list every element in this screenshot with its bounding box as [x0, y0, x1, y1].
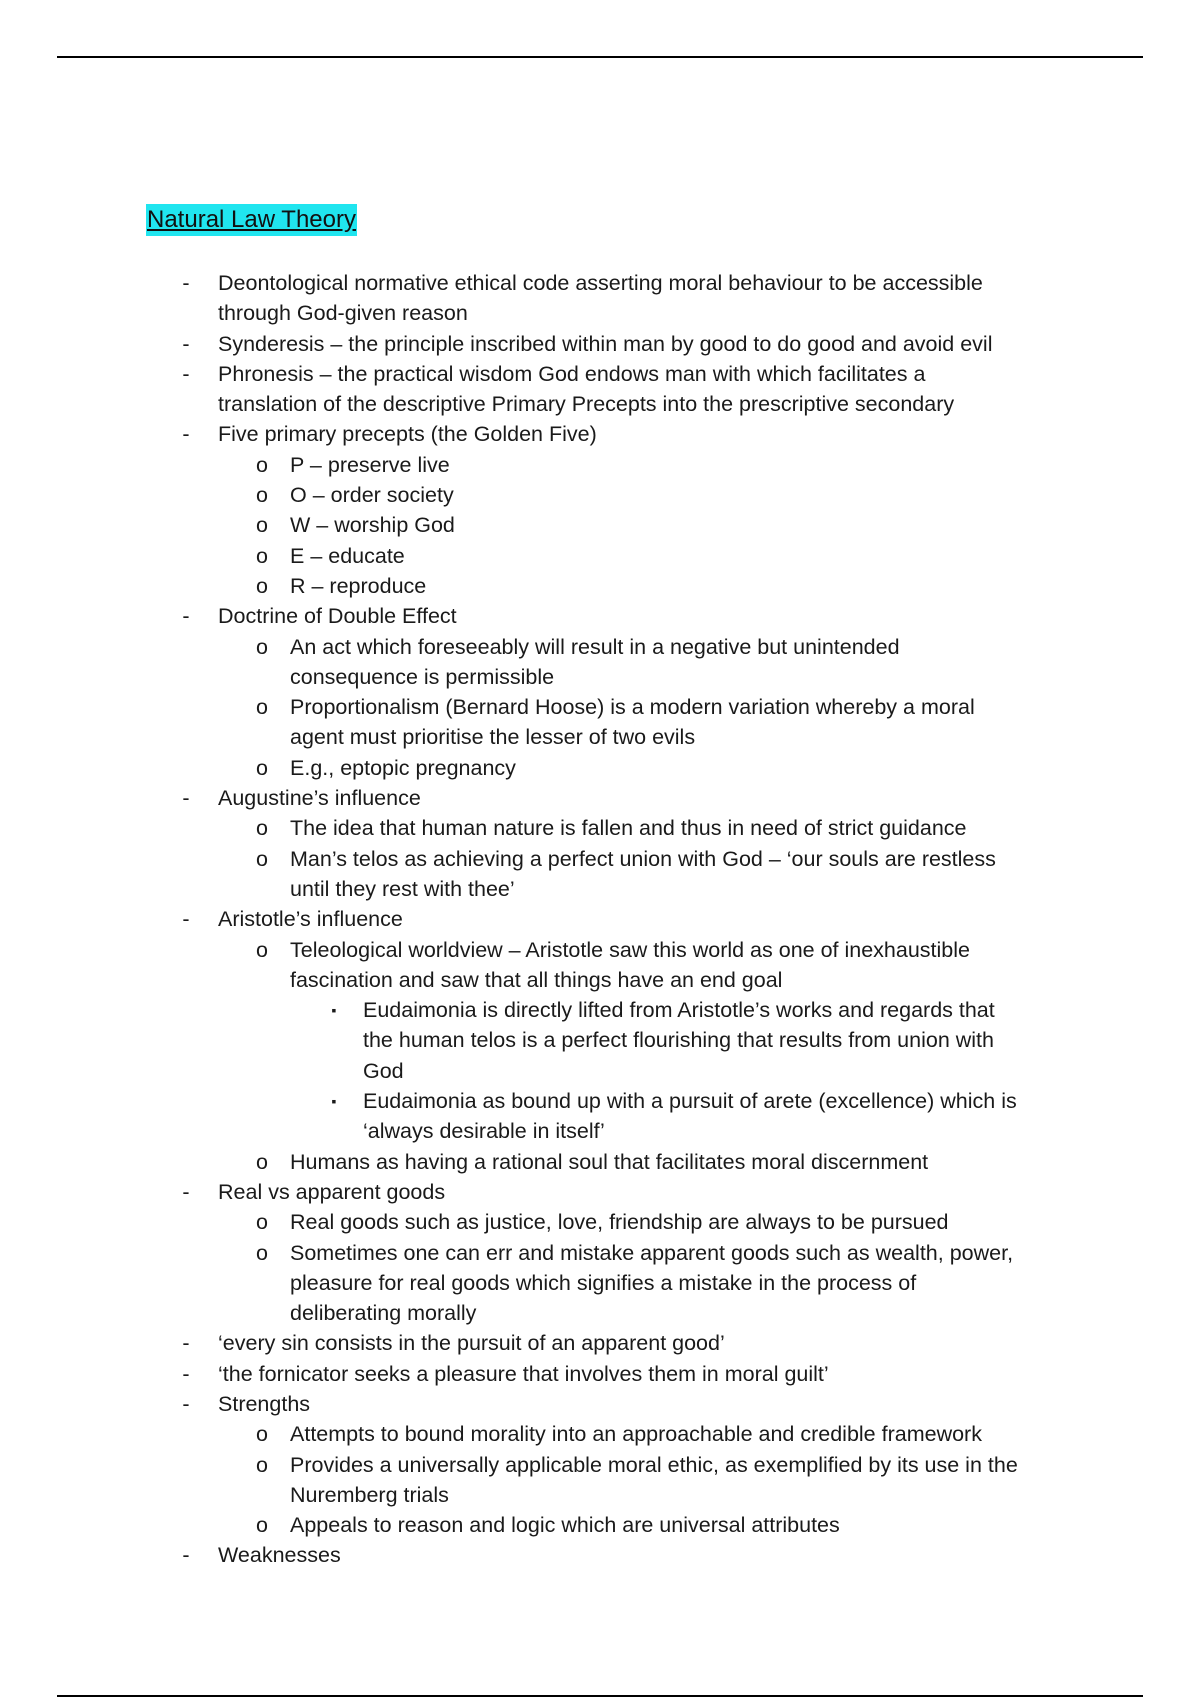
list-line — [0, 874, 1200, 904]
list-text: Proportionalism (Bernard Hoose) is a modern variation whereby a moral — [290, 695, 975, 720]
list-text: Eudaimonia is directly lifted from Aristotle’s works and regards that — [363, 998, 995, 1023]
dash-bullet: - — [182, 1331, 190, 1356]
list-line — [0, 541, 1200, 571]
list-text: God — [363, 1058, 404, 1083]
list-line — [0, 1540, 1200, 1570]
list-line — [0, 1177, 1200, 1207]
list-line — [0, 753, 1200, 783]
list-text: Real vs apparent goods — [218, 1179, 446, 1204]
list-text: Provides a universally applicable moral ethic, as exemplified by its use in the — [290, 1452, 1018, 1477]
bottom-rule — [57, 1695, 1143, 1697]
list-line — [0, 510, 1200, 540]
list-line — [0, 1450, 1200, 1480]
circle-bullet: o — [256, 937, 268, 962]
dash-bullet: - — [182, 1179, 190, 1204]
circle-bullet: o — [256, 452, 268, 477]
list-line — [0, 1056, 1200, 1086]
list-text: O – order society — [290, 483, 454, 508]
list-line — [0, 632, 1200, 662]
list-text: P – preserve live — [290, 452, 450, 477]
circle-bullet: o — [256, 816, 268, 841]
list-line — [0, 1298, 1200, 1328]
circle-bullet: o — [256, 1149, 268, 1174]
list-line — [0, 965, 1200, 995]
list-text: ‘always desirable in itself’ — [363, 1119, 605, 1144]
dash-bullet: - — [182, 422, 190, 447]
list-line — [0, 1510, 1200, 1540]
circle-bullet: o — [256, 1452, 268, 1477]
list-line — [0, 692, 1200, 722]
list-line — [0, 1419, 1200, 1449]
list-text: until they rest with thee’ — [290, 876, 515, 901]
list-text: translation of the descriptive Primary Precepts into the prescriptive secondary — [218, 392, 955, 417]
list-line — [0, 450, 1200, 480]
list-text: Augustine’s influence — [218, 786, 421, 811]
list-text: ‘every sin consists in the pursuit of an apparent good’ — [218, 1331, 725, 1356]
list-text: R – reproduce — [290, 573, 427, 598]
dash-bullet: - — [182, 907, 190, 932]
list-text: agent must prioritise the lesser of two evils — [290, 725, 696, 750]
list-line — [0, 662, 1200, 692]
list-line — [0, 1389, 1200, 1419]
list-text: the human telos is a perfect flourishing that results from union with — [363, 1028, 994, 1053]
list-line — [0, 722, 1200, 752]
list-line — [0, 1207, 1200, 1237]
list-text: pleasure for real goods which signifies a mistake in the process of — [290, 1270, 917, 1295]
list-line — [0, 995, 1200, 1025]
list-text: Eudaimonia as bound up with a pursuit of arete (excellence) which is — [363, 1089, 1017, 1114]
list-line — [0, 419, 1200, 449]
circle-bullet: o — [256, 513, 268, 538]
circle-bullet: o — [256, 695, 268, 720]
list-text: fascination and saw that all things have an end goal — [290, 967, 783, 992]
dash-bullet: - — [182, 361, 190, 386]
list-line — [0, 601, 1200, 631]
list-line — [0, 813, 1200, 843]
list-text: Man’s telos as achieving a perfect union with God – ‘our souls are restless — [290, 846, 996, 871]
dash-bullet: - — [182, 604, 190, 629]
circle-bullet: o — [256, 573, 268, 598]
list-line — [0, 935, 1200, 965]
circle-bullet: o — [256, 755, 268, 780]
circle-bullet: o — [256, 1210, 268, 1235]
list-text: Weaknesses — [218, 1543, 341, 1568]
list-text: Aristotle’s influence — [218, 907, 403, 932]
circle-bullet: o — [256, 1513, 268, 1538]
list-line — [0, 1268, 1200, 1298]
circle-bullet: o — [256, 1240, 268, 1265]
list-text: Sometimes one can err and mistake apparent goods such as wealth, power, — [290, 1240, 1014, 1265]
list-text: Doctrine of Double Effect — [218, 604, 457, 629]
list-text: W – worship God — [290, 513, 455, 538]
list-text: An act which foreseeably will result in a negative but unintended — [290, 634, 900, 659]
circle-bullet: o — [256, 1422, 268, 1447]
list-text: Attempts to bound morality into an approachable and credible framework — [290, 1422, 982, 1447]
list-text: Phronesis – the practical wisdom God endows man with which facilitates a — [218, 361, 926, 386]
list-line — [0, 844, 1200, 874]
list-line — [0, 329, 1200, 359]
document-body — [0, 268, 1200, 1571]
list-line — [0, 359, 1200, 389]
list-text: Teleological worldview – Aristotle saw this world as one of inexhaustible — [290, 937, 970, 962]
square-bullet: ▪ — [331, 1093, 337, 1110]
dash-bullet: - — [182, 331, 190, 356]
list-text: Synderesis – the principle inscribed within man by good to do good and avoid evil — [218, 331, 993, 356]
list-line — [0, 571, 1200, 601]
list-text: Five primary precepts (the Golden Five) — [218, 422, 597, 447]
list-line — [0, 1359, 1200, 1389]
circle-bullet: o — [256, 543, 268, 568]
list-line — [0, 1328, 1200, 1358]
list-text: Appeals to reason and logic which are universal attributes — [290, 1513, 840, 1538]
list-line — [0, 480, 1200, 510]
list-line — [0, 783, 1200, 813]
list-line — [0, 268, 1200, 298]
list-line — [0, 1116, 1200, 1146]
list-text: The idea that human nature is fallen and thus in need of strict guidance — [290, 816, 967, 841]
circle-bullet: o — [256, 483, 268, 508]
list-text: Humans as having a rational soul that facilitates moral discernment — [290, 1149, 929, 1174]
dash-bullet: - — [182, 1543, 190, 1568]
list-text: deliberating morally — [290, 1301, 477, 1326]
top-rule — [57, 56, 1143, 58]
list-text: E – educate — [290, 543, 405, 568]
list-text: Strengths — [218, 1391, 311, 1416]
dash-bullet: - — [182, 786, 190, 811]
circle-bullet: o — [256, 846, 268, 871]
dash-bullet: - — [182, 1361, 190, 1386]
dash-bullet: - — [182, 1391, 190, 1416]
list-text: E.g., eptopic pregnancy — [290, 755, 516, 780]
list-line — [0, 1086, 1200, 1116]
list-text: ‘the fornicator seeks a pleasure that involves them in moral guilt’ — [218, 1361, 829, 1386]
list-text: Real goods such as justice, love, friendship are always to be pursued — [290, 1210, 949, 1235]
list-line — [0, 1147, 1200, 1177]
list-line — [0, 389, 1200, 419]
list-text: consequence is permissible — [290, 664, 555, 689]
list-line — [0, 1025, 1200, 1055]
square-bullet: ▪ — [331, 1002, 337, 1019]
list-line — [0, 1480, 1200, 1510]
circle-bullet: o — [256, 634, 268, 659]
list-line — [0, 298, 1200, 328]
page-title: Natural Law Theory — [146, 204, 357, 236]
list-line — [0, 904, 1200, 934]
list-line — [0, 1238, 1200, 1268]
list-text: through God-given reason — [218, 301, 468, 326]
list-text: Nuremberg trials — [290, 1482, 449, 1507]
dash-bullet: - — [182, 271, 190, 295]
list-text: Deontological normative ethical code asserting moral behaviour to be accessible — [218, 271, 983, 295]
